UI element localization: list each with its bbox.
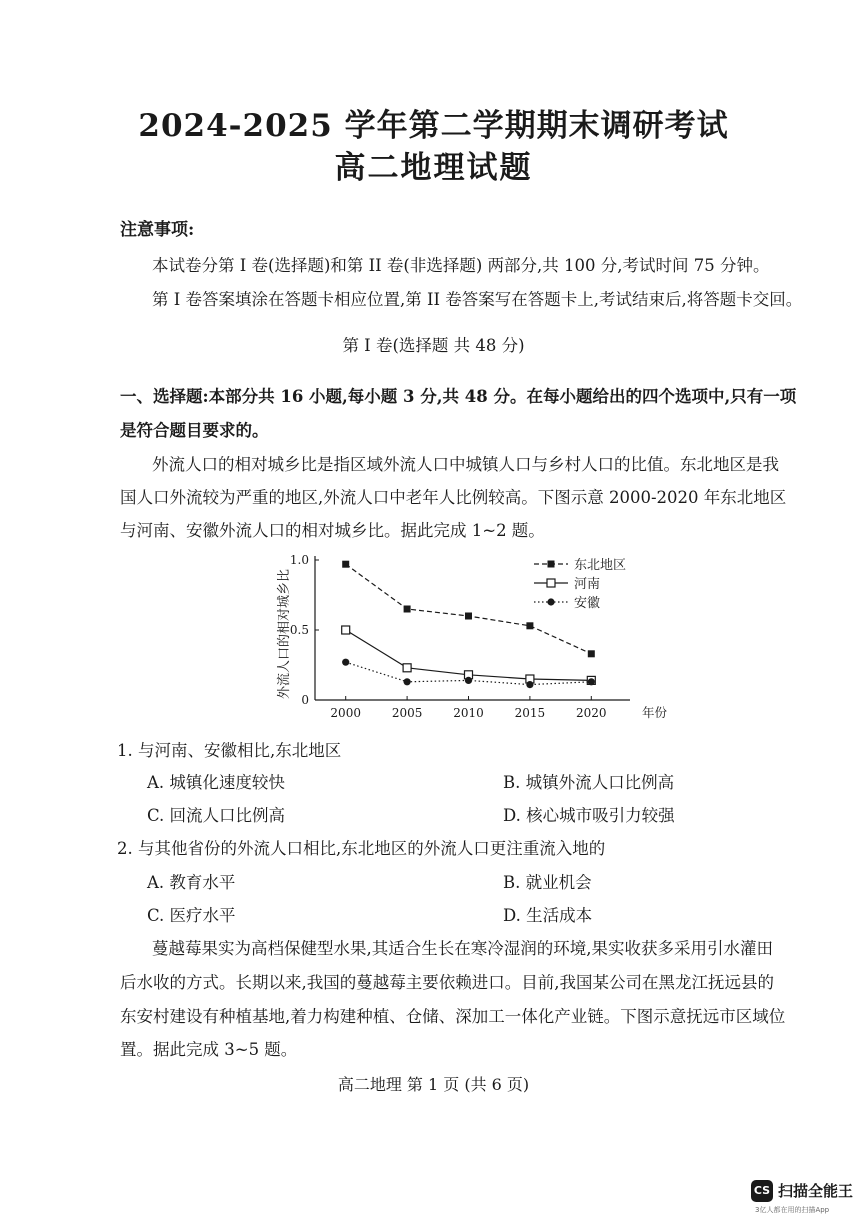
passage1-line-1: 外流人口的相对城乡比是指区域外流人口中城镇人口与乡村人口的比值。东北地区是我 (152, 455, 779, 474)
legend-marker-3 (547, 598, 554, 605)
q1-stem: 1. 与河南、安徽相比,东北地区 (117, 741, 342, 760)
x-tick-label: 2020 (576, 706, 607, 720)
notice-line-1: 本试卷分第 I 卷(选择题)和第 II 卷(非选择题) 两部分,共 100 分,考试时间 75 分钟。 (152, 256, 770, 275)
q2-option-b: B. 就业机会 (503, 873, 592, 892)
series-3-point (404, 678, 411, 685)
series-3-point (526, 681, 533, 688)
passage2-line-3: 东安村建设有种植基地,着力构建种植、仓储、深加工一体化产业链。下图示意抚远市区域位 (120, 1007, 786, 1026)
q1-option-b: B. 城镇外流人口比例高 (503, 773, 675, 792)
series-3-point (465, 677, 472, 684)
x-tick-label: 2015 (514, 706, 546, 720)
series-1-point (465, 613, 472, 620)
y-tick-label: 0.5 (289, 623, 309, 637)
q2-option-a: A. 教育水平 (147, 873, 236, 892)
x-tick-label: 2000 (330, 706, 361, 720)
series-1-point (526, 622, 533, 629)
scanner-watermark-name: 扫描全能王 (778, 1182, 854, 1200)
series-2-point (403, 664, 411, 672)
series-1-point (342, 561, 349, 568)
q2-stem: 2. 与其他省份的外流人口相比,东北地区的外流人口更注重流入地的 (117, 839, 606, 858)
q1-option-d: D. 核心城市吸引力较强 (503, 806, 675, 825)
exam-subject-title: 高二地理试题 (334, 150, 533, 186)
passage2-line-2: 后水收的方式。长期以来,我国的蔓越莓主要依赖进口。目前,我国某公司在黑龙江抚远县的 (120, 973, 774, 992)
legend-label-1: 东北地区 (574, 558, 627, 573)
legend-marker-1 (548, 561, 555, 568)
q2-option-c: C. 医疗水平 (147, 906, 236, 925)
q2-option-d: D. 生活成本 (503, 906, 593, 925)
camscanner-logo-icon: CS (751, 1180, 773, 1202)
series-line-1 (346, 564, 592, 654)
exam-title: 2024-2025 学年第二学期期末调研考试 (138, 108, 729, 144)
y-tick-label: 0 (301, 693, 309, 707)
section-title: 第 I 卷(选择题 共 48 分) (342, 336, 525, 355)
passage1-line-3: 与河南、安徽外流人口的相对城乡比。据此完成 1~2 题。 (120, 521, 545, 540)
passage2-line-1: 蔓越莓果实为高档保健型水果,其适合生长在寒冷湿润的环境,果实收获多采用引水灌田 (152, 939, 773, 958)
population-ratio-line-chart (262, 548, 668, 728)
section-instruction-line-1: 一、选择题:本部分共 16 小题,每小题 3 分,共 48 分。在每小题给出的四个选项中,只有一项 (120, 387, 797, 406)
series-3-point (342, 659, 349, 666)
series-2-point (342, 626, 350, 634)
y-axis-label: 外流人口的相对城乡比 (277, 568, 292, 700)
passage2-line-4: 置。据此完成 3~5 题。 (120, 1040, 298, 1059)
y-tick-label: 1.0 (289, 553, 309, 567)
legend-label-2: 河南 (574, 577, 601, 592)
legend-label-3: 安徽 (574, 596, 601, 611)
section-instruction-line-2: 是符合题目要求的。 (120, 421, 269, 440)
q1-option-a: A. 城镇化速度较快 (147, 773, 285, 792)
page-footer: 高二地理 第 1 页 (共 6 页) (337, 1075, 530, 1094)
series-1-point (404, 606, 411, 613)
x-tick-label: 2010 (453, 706, 484, 720)
legend-marker-2 (547, 579, 555, 587)
notice-line-2: 第 I 卷答案填涂在答题卡相应位置,第 II 卷答案写在答题卡上,考试结束后,将答题卡交回。 (152, 290, 803, 309)
series-1-point (588, 650, 595, 657)
x-axis-label: 年份 (642, 705, 668, 720)
notice-heading: 注意事项: (120, 220, 195, 240)
q1-option-c: C. 回流人口比例高 (147, 806, 286, 825)
x-tick-label: 2005 (391, 706, 423, 720)
passage1-line-2: 国人口外流较为严重的地区,外流人口中老年人比例较高。下图示意 2000-2020 年东北地区 (120, 488, 787, 507)
scanner-watermark-tagline: 3亿人都在用的扫描App (755, 1206, 830, 1214)
series-3-point (588, 678, 595, 685)
